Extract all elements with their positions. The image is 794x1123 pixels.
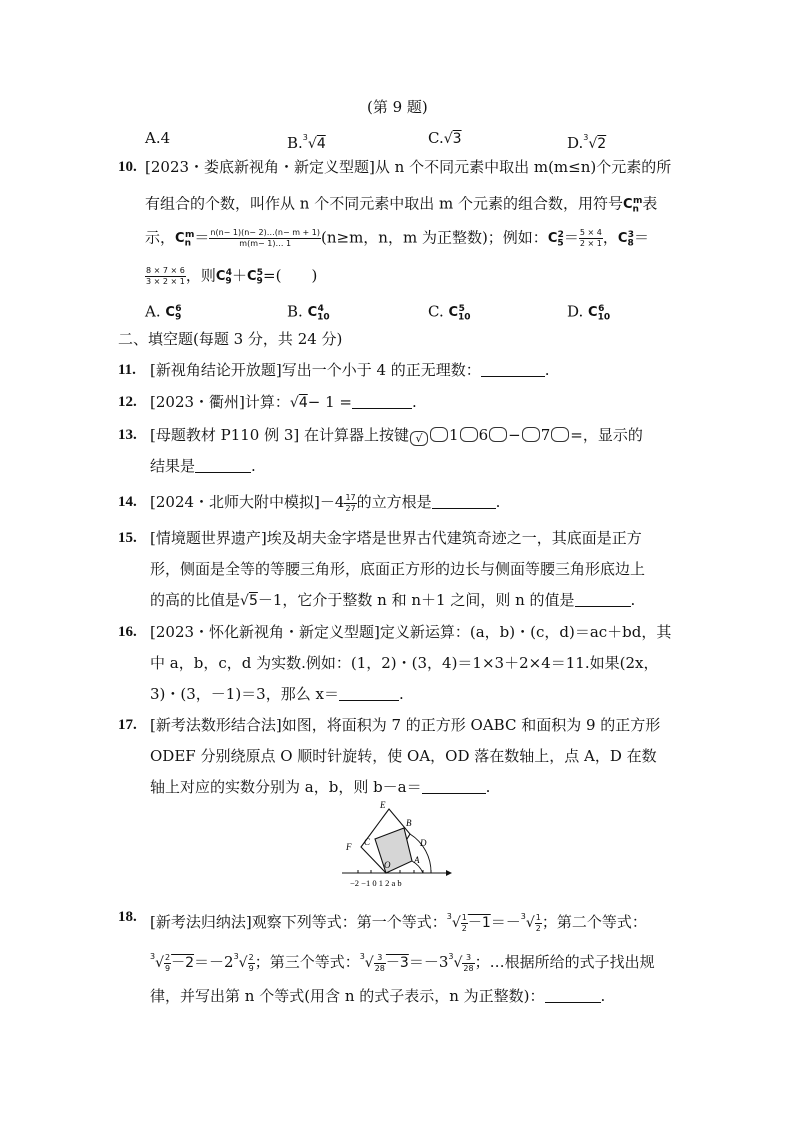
q16-number: 16. bbox=[118, 624, 137, 640]
key-blank bbox=[489, 427, 507, 442]
q17-line-2: ODEF 分别绕原点 O 顺时针旋转，使 OA，OD 落在数轴上，点 A，D 在数 bbox=[150, 747, 657, 765]
q13-text: [母题教材 P110 例 3] 在计算器上按键 √ 1 6 − 7 =，显示的 bbox=[150, 426, 643, 445]
square-oabc bbox=[375, 828, 412, 873]
q10-option-b: B. $C_{10}^4$ bbox=[287, 302, 330, 323]
q16-line-1: [2023・怀化新视角・新定义型题]定义新运算：(a，b)・(c，d)＝ac＋bd，其 bbox=[150, 623, 672, 641]
q15-line-2: 形，侧面是全等的等腰三角形，底面正方形的边长与侧面等腰三角形底边上 bbox=[150, 560, 646, 578]
q15-number: 15. bbox=[118, 530, 137, 546]
q10-line-2: 有组合的个数，叫作从 n 个不同元素中取出 m 个元素的组合数，用符号$C_n^m$表 bbox=[145, 194, 658, 215]
q14-number: 14. bbox=[118, 494, 137, 510]
q12-number: 12. bbox=[118, 394, 137, 410]
q11-number: 11. bbox=[118, 362, 136, 378]
q10-number: 10. bbox=[118, 159, 137, 175]
svg-text:A: A bbox=[414, 855, 420, 865]
svg-text:F: F bbox=[346, 842, 352, 852]
answer-blank[interactable] bbox=[575, 592, 631, 607]
section-heading: 二、填空题(每题 3 分，共 24 分) bbox=[118, 330, 343, 348]
q9-option-c: C.√3 bbox=[428, 129, 462, 147]
q18-line-1: [新考法归纳法]观察下列等式：第一个等式：$^3$√ $\frac{1}{2}$ －1＝－$^3$√ $\frac{1}{2}$ ；第二个等式： bbox=[150, 912, 647, 933]
q10-option-c: C. $C_{10}^5$ bbox=[428, 302, 471, 323]
key-blank bbox=[551, 427, 569, 442]
key-blank bbox=[430, 427, 448, 442]
combination-formula: $\frac{n(n- 1)(n- 2)\dots(n- m + 1)}{m(m- 1)\dots 1}$ bbox=[210, 227, 320, 248]
svg-text:C: C bbox=[364, 837, 371, 847]
rotated-squares-figure bbox=[340, 800, 460, 892]
figure-caption: (第 9 题) bbox=[367, 98, 428, 116]
svg-text:D: D bbox=[420, 838, 427, 848]
q18-line-3: 律，并写出第 n 个等式(用含 n 的式子表示，n 为正整数)： . bbox=[150, 987, 606, 1005]
q10-line-3: 示，$C_n^m=$ $\frac{n(n- 1)(n- 2)\dots(n- m + 1)}{m(m- 1)\dots 1}$ (n≥m，n，m 为正整数)；例如：$C_5^2=$ $\frac{5 \times 4}{2 \times 1}$ ，$C_8^3=$ bbox=[145, 227, 649, 249]
q17-number: 17. bbox=[118, 717, 137, 733]
answer-blank[interactable] bbox=[339, 686, 399, 701]
key-blank bbox=[522, 427, 540, 442]
q11-text: [新视角结论开放题]写出一个小于 4 的正无理数： . bbox=[150, 361, 550, 379]
svg-text:B: B bbox=[406, 818, 412, 828]
q13-number: 13. bbox=[118, 427, 137, 443]
svg-text:E: E bbox=[380, 800, 386, 810]
q13-line-2: 结果是 . bbox=[150, 457, 256, 475]
q9-option-b: B.$^3$√4 bbox=[287, 133, 326, 152]
q9-option-a: A.4 bbox=[145, 129, 171, 147]
answer-blank[interactable] bbox=[432, 494, 496, 509]
answer-blank[interactable] bbox=[545, 988, 601, 1003]
q10-line-1: [2023・娄底新视角・新定义型题]从 n 个不同元素中取出 m(m≤n)个元素的所 bbox=[145, 158, 672, 176]
answer-blank[interactable] bbox=[481, 362, 545, 377]
q15-line-1: [情境题世界遗产]埃及胡夫金字塔是世界古代建筑奇迹之一，其底面是正方 bbox=[150, 529, 642, 547]
q16-line-2: 中 a，b，c，d 为实数.例如：(1，2)・(3，4)＝1×3＋2×4＝11.如果(2x， bbox=[150, 654, 659, 672]
answer-blank[interactable] bbox=[195, 458, 251, 473]
q17-line-3: 轴上对应的实数分别为 a，b，则 b－a＝ . bbox=[150, 778, 491, 796]
answer-blank[interactable] bbox=[352, 394, 412, 409]
q12-text: [2023・衢州]计算：√4− 1 = . bbox=[150, 393, 417, 411]
svg-text:O: O bbox=[384, 860, 391, 870]
q18-line-2: $^3$√ $\frac{2}{9}$ $-2=-2^3√$ $\frac{2}{9}$ ；第三个等式：$^3$√ $\frac{3}{28}$ $-3=-3^3√$ $\frac{3}{28}$ ；…根据所给的式子找出规 bbox=[150, 952, 655, 973]
sqrt-key: √ bbox=[410, 431, 428, 446]
q17-line-1: [新考法数形结合法]如图，将面积为 7 的正方形 OABC 和面积为 9 的正方形 bbox=[150, 716, 661, 734]
q16-line-3: 3)・(3，－1)＝3，那么 x＝ . bbox=[150, 685, 404, 703]
q15-line-3: 的高的比值是√5－1，它介于整数 n 和 n＋1 之间，则 n 的值是 . bbox=[150, 591, 636, 609]
q14-text: [2024・北师大附中模拟]－4 $\frac{17}{27}$ 的立方根是 . bbox=[150, 492, 501, 513]
svg-text:−2 −1 0 1 2 a b: −2 −1 0 1 2 a b bbox=[350, 878, 402, 888]
q10-option-a: A. $C_9^6$ bbox=[145, 302, 182, 323]
q10-option-d: D. $C_{10}^6$ bbox=[567, 302, 611, 323]
q10-line-4: $\frac{8 \times 7 \times 6}{3 \times 2 \times 1}$ ，则$C_9^4+C_9^5=$( ) bbox=[146, 265, 318, 287]
answer-blank[interactable] bbox=[422, 779, 486, 794]
q9-option-d: D.$^3$√2 bbox=[567, 133, 607, 152]
q18-number: 18. bbox=[118, 909, 137, 925]
key-blank bbox=[460, 427, 478, 442]
